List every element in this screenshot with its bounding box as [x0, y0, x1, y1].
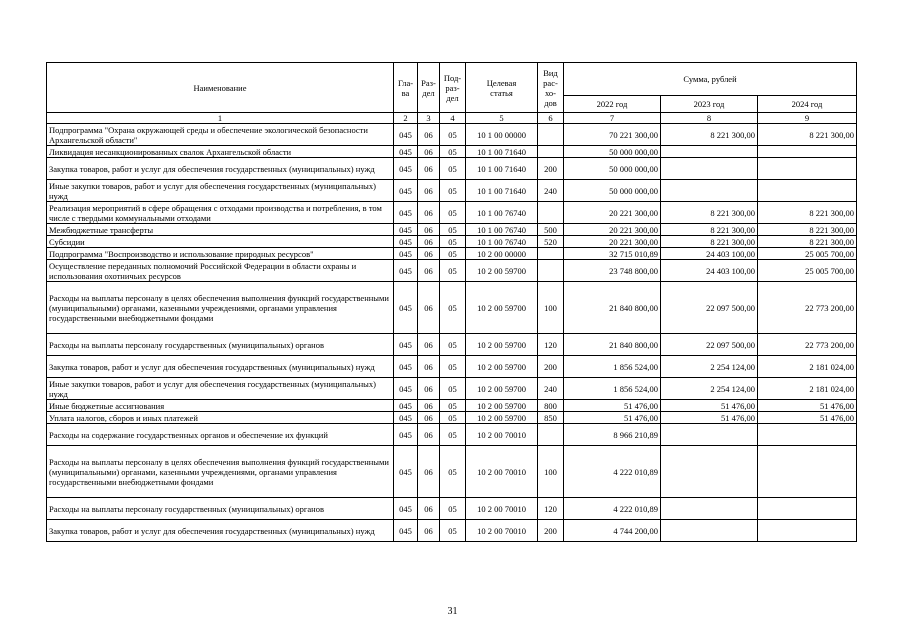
row-podrazdel: 05	[440, 248, 466, 260]
row-amount-2024: 8 221 300,00	[758, 236, 857, 248]
row-name: Иные бюджетные ассигнования	[47, 400, 394, 412]
row-amount-2024: 8 221 300,00	[758, 124, 857, 146]
row-amount-2023: 2 254 124,00	[661, 378, 758, 400]
row-amount-2022: 1 856 524,00	[564, 378, 661, 400]
row-name: Субсидии	[47, 236, 394, 248]
row-amount-2024: 51 476,00	[758, 400, 857, 412]
row-amount-2022: 50 000 000,00	[564, 146, 661, 158]
column-number: 9	[758, 113, 857, 124]
budget-table	[46, 62, 857, 542]
row-podrazdel: 05	[440, 224, 466, 236]
row-amount-2023	[661, 520, 758, 542]
row-vid: 200	[538, 356, 564, 378]
row-amount-2022: 50 000 000,00	[564, 158, 661, 180]
row-glava: 045	[394, 424, 418, 446]
row-target: 10 2 00 70010	[466, 446, 538, 498]
table-row	[47, 202, 857, 224]
row-target: 10 1 00 00000	[466, 124, 538, 146]
row-target: 10 2 00 59700	[466, 282, 538, 334]
header-vid: Вид рас- хо- дов	[538, 63, 564, 113]
row-amount-2022: 21 840 800,00	[564, 282, 661, 334]
row-amount-2024: 2 181 024,00	[758, 378, 857, 400]
row-glava: 045	[394, 236, 418, 248]
row-amount-2023	[661, 146, 758, 158]
row-glava: 045	[394, 202, 418, 224]
table-row	[47, 158, 857, 180]
row-amount-2023: 8 221 300,00	[661, 224, 758, 236]
row-amount-2022: 4 222 010,89	[564, 498, 661, 520]
row-razdel: 06	[418, 282, 440, 334]
row-glava: 045	[394, 158, 418, 180]
row-glava: 045	[394, 520, 418, 542]
column-number: 7	[564, 113, 661, 124]
row-podrazdel: 05	[440, 146, 466, 158]
row-vid	[538, 260, 564, 282]
row-vid: 800	[538, 400, 564, 412]
row-target: 10 2 00 59700	[466, 412, 538, 424]
row-amount-2023: 51 476,00	[661, 400, 758, 412]
column-number: 5	[466, 113, 538, 124]
row-amount-2022: 51 476,00	[564, 400, 661, 412]
table-row	[47, 378, 857, 400]
row-amount-2022: 4 744 200,00	[564, 520, 661, 542]
row-razdel: 06	[418, 378, 440, 400]
column-number: 2	[394, 113, 418, 124]
row-amount-2024: 51 476,00	[758, 412, 857, 424]
table-row	[47, 146, 857, 158]
row-podrazdel: 05	[440, 236, 466, 248]
row-amount-2024	[758, 180, 857, 202]
row-razdel: 06	[418, 334, 440, 356]
row-name: Закупка товаров, работ и услуг для обеспечения государственных (муниципальных) нужд	[47, 356, 394, 378]
table-row	[47, 400, 857, 412]
row-vid: 200	[538, 158, 564, 180]
row-amount-2024	[758, 424, 857, 446]
header-year-2022: 2022 год	[564, 96, 661, 113]
row-amount-2024: 22 773 200,00	[758, 334, 857, 356]
row-razdel: 06	[418, 224, 440, 236]
row-glava: 045	[394, 498, 418, 520]
row-amount-2022: 50 000 000,00	[564, 180, 661, 202]
row-target: 10 2 00 70010	[466, 498, 538, 520]
row-name: Иные закупки товаров, работ и услуг для обеспечения государственных (муниципальных) нужд	[47, 378, 394, 400]
row-vid	[538, 124, 564, 146]
row-name: Уплата налогов, сборов и иных платежей	[47, 412, 394, 424]
row-amount-2023	[661, 158, 758, 180]
row-target: 10 1 00 76740	[466, 202, 538, 224]
row-amount-2024: 25 005 700,00	[758, 248, 857, 260]
row-target: 10 2 00 59700	[466, 260, 538, 282]
row-glava: 045	[394, 180, 418, 202]
row-name: Расходы на выплаты персоналу государственных (муниципальных) органов	[47, 498, 394, 520]
row-name: Осуществление переданных полномочий Российской Федерации в области охраны и использования охотничьих ресурсов	[47, 260, 394, 282]
row-name: Межбюджетные трансферты	[47, 224, 394, 236]
row-amount-2024: 8 221 300,00	[758, 202, 857, 224]
row-glava: 045	[394, 356, 418, 378]
table-row	[47, 446, 857, 498]
table-row	[47, 224, 857, 236]
row-amount-2023: 8 221 300,00	[661, 236, 758, 248]
row-amount-2024	[758, 498, 857, 520]
row-amount-2022: 20 221 300,00	[564, 202, 661, 224]
row-target: 10 1 00 71640	[466, 146, 538, 158]
table-row	[47, 236, 857, 248]
page-number: 31	[447, 606, 458, 617]
row-amount-2023: 24 403 100,00	[661, 260, 758, 282]
row-podrazdel: 05	[440, 446, 466, 498]
row-amount-2023	[661, 424, 758, 446]
row-amount-2023	[661, 498, 758, 520]
table-row	[47, 282, 857, 334]
row-target: 10 1 00 71640	[466, 180, 538, 202]
row-amount-2024: 8 221 300,00	[758, 224, 857, 236]
row-razdel: 06	[418, 124, 440, 146]
row-razdel: 06	[418, 424, 440, 446]
row-vid	[538, 202, 564, 224]
column-number: 1	[47, 113, 394, 124]
row-target: 10 2 00 59700	[466, 334, 538, 356]
row-vid: 200	[538, 520, 564, 542]
row-vid: 240	[538, 180, 564, 202]
row-vid: 120	[538, 334, 564, 356]
row-glava: 045	[394, 282, 418, 334]
row-podrazdel: 05	[440, 202, 466, 224]
row-glava: 045	[394, 334, 418, 356]
header-podrazdel: Под- раз- дел	[440, 63, 466, 113]
row-glava: 045	[394, 124, 418, 146]
row-podrazdel: 05	[440, 424, 466, 446]
row-amount-2023: 24 403 100,00	[661, 248, 758, 260]
row-podrazdel: 05	[440, 520, 466, 542]
row-amount-2022: 70 221 300,00	[564, 124, 661, 146]
row-target: 10 2 00 59700	[466, 356, 538, 378]
row-name: Расходы на выплаты персоналу государственных (муниципальных) органов	[47, 334, 394, 356]
row-razdel: 06	[418, 260, 440, 282]
row-vid: 100	[538, 446, 564, 498]
column-number: 4	[440, 113, 466, 124]
row-amount-2022: 23 748 800,00	[564, 260, 661, 282]
row-vid: 100	[538, 282, 564, 334]
row-glava: 045	[394, 146, 418, 158]
row-vid	[538, 424, 564, 446]
table-row	[47, 334, 857, 356]
row-podrazdel: 05	[440, 158, 466, 180]
row-amount-2024	[758, 520, 857, 542]
row-amount-2024	[758, 146, 857, 158]
row-name: Иные закупки товаров, работ и услуг для обеспечения государственных (муниципальных) нужд	[47, 180, 394, 202]
row-razdel: 06	[418, 498, 440, 520]
row-amount-2023: 8 221 300,00	[661, 202, 758, 224]
row-amount-2023	[661, 446, 758, 498]
row-amount-2023	[661, 180, 758, 202]
row-podrazdel: 05	[440, 180, 466, 202]
row-glava: 045	[394, 248, 418, 260]
row-razdel: 06	[418, 236, 440, 248]
row-razdel: 06	[418, 248, 440, 260]
row-amount-2022: 32 715 010,89	[564, 248, 661, 260]
row-vid: 240	[538, 378, 564, 400]
table-row	[47, 424, 857, 446]
table-row	[47, 260, 857, 282]
header-name: Наименование	[47, 63, 394, 113]
table-row	[47, 520, 857, 542]
row-razdel: 06	[418, 180, 440, 202]
row-podrazdel: 05	[440, 378, 466, 400]
row-target: 10 1 00 71640	[466, 158, 538, 180]
row-target: 10 2 00 59700	[466, 378, 538, 400]
row-name: Закупка товаров, работ и услуг для обеспечения государственных (муниципальных) нужд	[47, 158, 394, 180]
row-target: 10 2 00 70010	[466, 424, 538, 446]
row-podrazdel: 05	[440, 124, 466, 146]
row-razdel: 06	[418, 446, 440, 498]
column-number: 8	[661, 113, 758, 124]
row-name: Ликвидация несанкционированных свалок Архангельской области	[47, 146, 394, 158]
row-amount-2024	[758, 158, 857, 180]
row-amount-2024	[758, 446, 857, 498]
row-glava: 045	[394, 446, 418, 498]
row-razdel: 06	[418, 520, 440, 542]
row-glava: 045	[394, 224, 418, 236]
row-glava: 045	[394, 400, 418, 412]
row-vid: 850	[538, 412, 564, 424]
row-amount-2024: 22 773 200,00	[758, 282, 857, 334]
row-amount-2022: 51 476,00	[564, 412, 661, 424]
row-name: Подпрограмма "Воспроизводство и использование природных ресурсов"	[47, 248, 394, 260]
row-amount-2022: 20 221 300,00	[564, 224, 661, 236]
row-podrazdel: 05	[440, 356, 466, 378]
header-year-2023: 2023 год	[661, 96, 758, 113]
row-target: 10 1 00 76740	[466, 224, 538, 236]
row-podrazdel: 05	[440, 400, 466, 412]
row-razdel: 06	[418, 356, 440, 378]
row-name: Расходы на выплаты персоналу в целях обеспечения выполнения функций государственными (муниципальными) органами, казенными учреждениями, органами управления государственными внебюджетными фондами	[47, 282, 394, 334]
row-razdel: 06	[418, 400, 440, 412]
column-number: 6	[538, 113, 564, 124]
row-amount-2022: 4 222 010,89	[564, 446, 661, 498]
table-row	[47, 356, 857, 378]
row-razdel: 06	[418, 202, 440, 224]
row-amount-2023: 8 221 300,00	[661, 124, 758, 146]
row-amount-2023: 2 254 124,00	[661, 356, 758, 378]
row-amount-2022: 20 221 300,00	[564, 236, 661, 248]
row-vid: 120	[538, 498, 564, 520]
row-podrazdel: 05	[440, 412, 466, 424]
header-razdel: Раз- дел	[418, 63, 440, 113]
row-glava: 045	[394, 378, 418, 400]
row-razdel: 06	[418, 146, 440, 158]
row-name: Реализация мероприятий в сфере обращения с отходами производства и потребления, в том числе с твердыми коммунальными отходами	[47, 202, 394, 224]
header-year-2024: 2024 год	[758, 96, 857, 113]
row-amount-2022: 8 966 210,89	[564, 424, 661, 446]
table-row	[47, 412, 857, 424]
row-amount-2023: 22 097 500,00	[661, 334, 758, 356]
row-amount-2023: 51 476,00	[661, 412, 758, 424]
column-number: 3	[418, 113, 440, 124]
row-glava: 045	[394, 260, 418, 282]
row-glava: 045	[394, 412, 418, 424]
row-target: 10 1 00 76740	[466, 236, 538, 248]
row-amount-2022: 21 840 800,00	[564, 334, 661, 356]
row-amount-2022: 1 856 524,00	[564, 356, 661, 378]
row-podrazdel: 05	[440, 334, 466, 356]
row-name: Подпрограмма "Охрана окружающей среды и обеспечение экологической безопасности Архангельской области"	[47, 124, 394, 146]
row-vid	[538, 248, 564, 260]
header-sum: Сумма, рублей	[564, 63, 857, 96]
row-amount-2024: 25 005 700,00	[758, 260, 857, 282]
row-target: 10 2 00 00000	[466, 248, 538, 260]
column-number-row	[47, 113, 857, 124]
table-row	[47, 248, 857, 260]
row-amount-2024: 2 181 024,00	[758, 356, 857, 378]
row-podrazdel: 05	[440, 498, 466, 520]
table-row	[47, 124, 857, 146]
row-vid: 500	[538, 224, 564, 236]
row-razdel: 06	[418, 158, 440, 180]
row-vid	[538, 146, 564, 158]
row-podrazdel: 05	[440, 260, 466, 282]
row-amount-2023: 22 097 500,00	[661, 282, 758, 334]
table-row	[47, 498, 857, 520]
row-name: Закупка товаров, работ и услуг для обеспечения государственных (муниципальных) нужд	[47, 520, 394, 542]
row-podrazdel: 05	[440, 282, 466, 334]
header-target: Целевая статья	[466, 63, 538, 113]
row-target: 10 2 00 59700	[466, 400, 538, 412]
row-name: Расходы на содержание государственных органов и обеспечение их функций	[47, 424, 394, 446]
table-row	[47, 180, 857, 202]
row-vid: 520	[538, 236, 564, 248]
row-target: 10 2 00 70010	[466, 520, 538, 542]
row-razdel: 06	[418, 412, 440, 424]
row-name: Расходы на выплаты персоналу в целях обеспечения выполнения функций государственными (муниципальными) органами, казенными учреждениями, органами управления государственными внебюджетными фондами	[47, 446, 394, 498]
header-glava: Гла- ва	[394, 63, 418, 113]
